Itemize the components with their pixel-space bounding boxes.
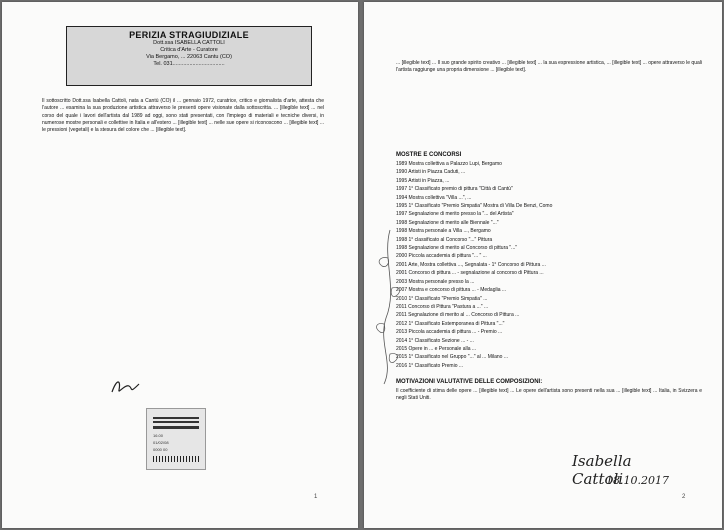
page-number: 2 (682, 494, 686, 500)
valuation-heading: MOTIVAZIONI VALUTATIVE DELLE COMPOSIZIONI: (396, 379, 543, 385)
exhibition-item: 1995 Artisti in Piazza, ... (396, 177, 450, 184)
exhibition-item: 1995 1° Classificato "Premio Simpatia" Mostra di Villa De Benzi, Como (396, 203, 553, 210)
exhibition-item: 2010 1° Classificato "Premio Simpatia" ... (396, 295, 488, 302)
exhibition-item: 2000 Piccola accademia di pittura "... " ... (396, 253, 487, 260)
exhibition-item: 2015 Opere in ... e Personale alla ... (396, 345, 477, 352)
exhibition-item: 2014 1° Classificato Sezione ... - ... (396, 337, 474, 344)
signature-block (568, 450, 678, 496)
exhibitions-heading: MOSTRE E CONCORSI (396, 152, 462, 158)
exhibition-item: 1998 Mostra personale a Villa ..., Bergamo (396, 228, 491, 235)
exhibition-item: 1998 Segnalazione di merito alle Biennale "..." (396, 219, 499, 226)
author-name: Dott.ssa ISABELLA CATTOLI (153, 40, 225, 46)
exhibition-item: 1997 1° Classificato premio di pittura "Città di Cantù" (396, 186, 513, 193)
letterhead-box (66, 26, 312, 86)
signature-date: 18.10.2017 (606, 474, 669, 487)
document-title: PERIZIA STRAGIUDIZIALE (129, 30, 249, 40)
exhibition-item: 2015 1° Classificato nel Gruppo "..." al ... Milano ... (396, 354, 508, 361)
document-page-right (364, 2, 722, 528)
exhibition-item: 2013 Piccola accademia di pittura ... - Premio ... (396, 329, 503, 336)
exhibition-item: 1989 Mostra collettiva a Palazzo Lupi, Bergamo (396, 161, 502, 167)
stamp-date: 01/02/08 (153, 440, 169, 445)
exhibition-item: 1994 Mostra collettiva "Villa ...", ... (396, 194, 472, 201)
revenue-stamp (146, 408, 206, 470)
exhibition-item: 2011 Segnalazione di merito al ... Concorso di Pittura ... (396, 312, 520, 319)
exhibition-item: 2001 Concorso di pittura ... - segnalazione al concorso di Pittura ... (396, 270, 544, 277)
author-role: Critica d'Arte - Curatore (160, 47, 218, 53)
address-line: Via Bergamo, ... 22063 Cantu (CO) (146, 54, 232, 60)
contact-line: Tel. 031.................................. (153, 61, 225, 67)
exhibition-item: 2003 Mostra personale presso la ... (396, 278, 475, 285)
page-number: 1 (314, 494, 318, 500)
exhibition-item: 2012 1° Classificato Estemporanea di Pittura "..." (396, 320, 505, 327)
valuation-text: Il coefficiente di stima delle opere ... [illegible text] ... Le opere dell'artista sono presenti nella sua ... [illegible text] ... Italia, in Svizzera e negli Stati Uniti. (396, 388, 702, 402)
exhibition-item: 1997 Segnalazione di merito presso la "... del Artista" (396, 211, 514, 218)
exhibition-item: 2001 Arte, Mostra collettiva ..., Segnalata - 1° Concorso di Pittura ... (396, 261, 546, 268)
exhibition-item: 2011 Concorso di Pittura "Pastura a ..." ... (396, 303, 489, 310)
exhibition-item: 1990 Artisti in Piazza Caduti, ... (396, 169, 466, 176)
exhibitions-list (396, 160, 702, 370)
exhibition-item: 2016 1° Classificato Premio ... (396, 362, 464, 369)
expert-report-body: Il sottoscritto Dott.ssa Isabella Cattoli, nata a Cantù (CO) il ... gennaio 1972, curatrice, critico e giornalista d'arte, attesta che l'autore ... esamina la sua produzione artistica attraverso le presenti opere visionate dalla sottoscritta. ... [illegible text] ... nel corso del quale i lavori dell'artista dal 1989 ad oggi, sono stati presentati, con l'impiego di materiali e tecniche diversi, in numerose mostre personali e collettive in Italia e all'estero ... [illegible text] ... nelle sue opere si riconoscono ... [illegible text] ... le pressioni (vegetali) e la stesura del colore che ... [illegible text]. (42, 98, 324, 134)
intro-text: ... [illegible text] ... Il suo grande spirito creativo ... [illegible text] ... la sua espressione artistica, ... [illegible text] ... opere attraverso le quali l'artista raggiunge una propria dimensione ... [illegible text]. (396, 60, 702, 74)
stamp-amount: 16.00 (153, 433, 164, 438)
initials-signature (109, 376, 143, 396)
document-page-left (2, 2, 358, 528)
exhibition-item: 1998 1° classificato al Concorso "..." Pittura (396, 236, 493, 243)
exhibition-item: 1998 Segnalazione di merito al Concorso di pittura "..." (396, 245, 518, 252)
signature-name: Isabella Cattoli (572, 452, 632, 488)
stamp-code: 0000 00 (153, 447, 168, 452)
exhibition-item: 2007 Mostra e concorso di pittura ... - Medaglia ... (396, 287, 507, 294)
leaf-doodle (372, 228, 402, 386)
